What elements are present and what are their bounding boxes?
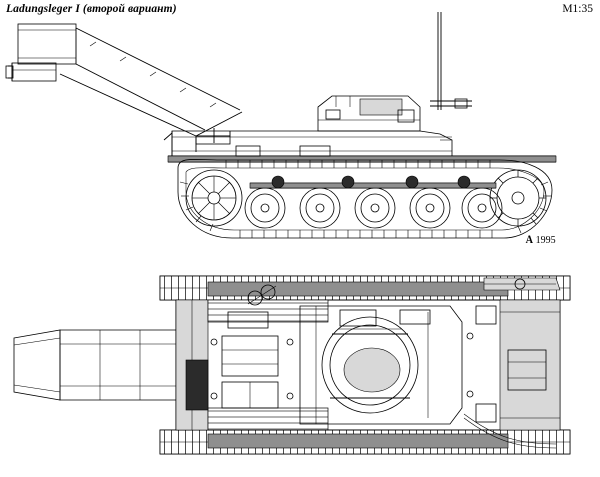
plan-superstructure — [300, 306, 462, 424]
charge-chute — [14, 330, 176, 400]
track-assembly — [178, 159, 552, 238]
superstructure — [318, 96, 420, 131]
artist-signature — [525, 232, 556, 247]
road-wheels — [245, 183, 502, 228]
charge-container — [6, 24, 76, 81]
signature-year: 1995 — [535, 235, 556, 246]
plan-hatches — [186, 285, 496, 422]
page-title: Ladungsleger I (второй вариант) — [6, 3, 177, 15]
plan-hull-deck — [176, 300, 560, 430]
return-rollers — [272, 176, 470, 188]
hull-body — [164, 131, 556, 162]
side-elevation-view — [6, 12, 556, 238]
rear-mast — [434, 12, 446, 110]
scale-label: M1:35 — [562, 3, 593, 15]
plan-track-left — [160, 276, 570, 300]
plan-rear-fittings — [484, 278, 560, 290]
idler-wheel — [186, 170, 242, 226]
drive-sprocket — [490, 170, 546, 226]
artist-monogram: A — [525, 232, 534, 246]
plan-boom-arm — [176, 333, 208, 397]
fender-details — [236, 140, 452, 156]
plan-tow-cable — [464, 414, 556, 448]
plan-deck-panels — [208, 282, 508, 448]
mg-barrel — [430, 99, 472, 108]
glacis-plate — [196, 131, 230, 144]
boom-arm — [60, 28, 242, 152]
top-plan-view — [14, 276, 570, 454]
plan-track-right — [160, 430, 570, 454]
